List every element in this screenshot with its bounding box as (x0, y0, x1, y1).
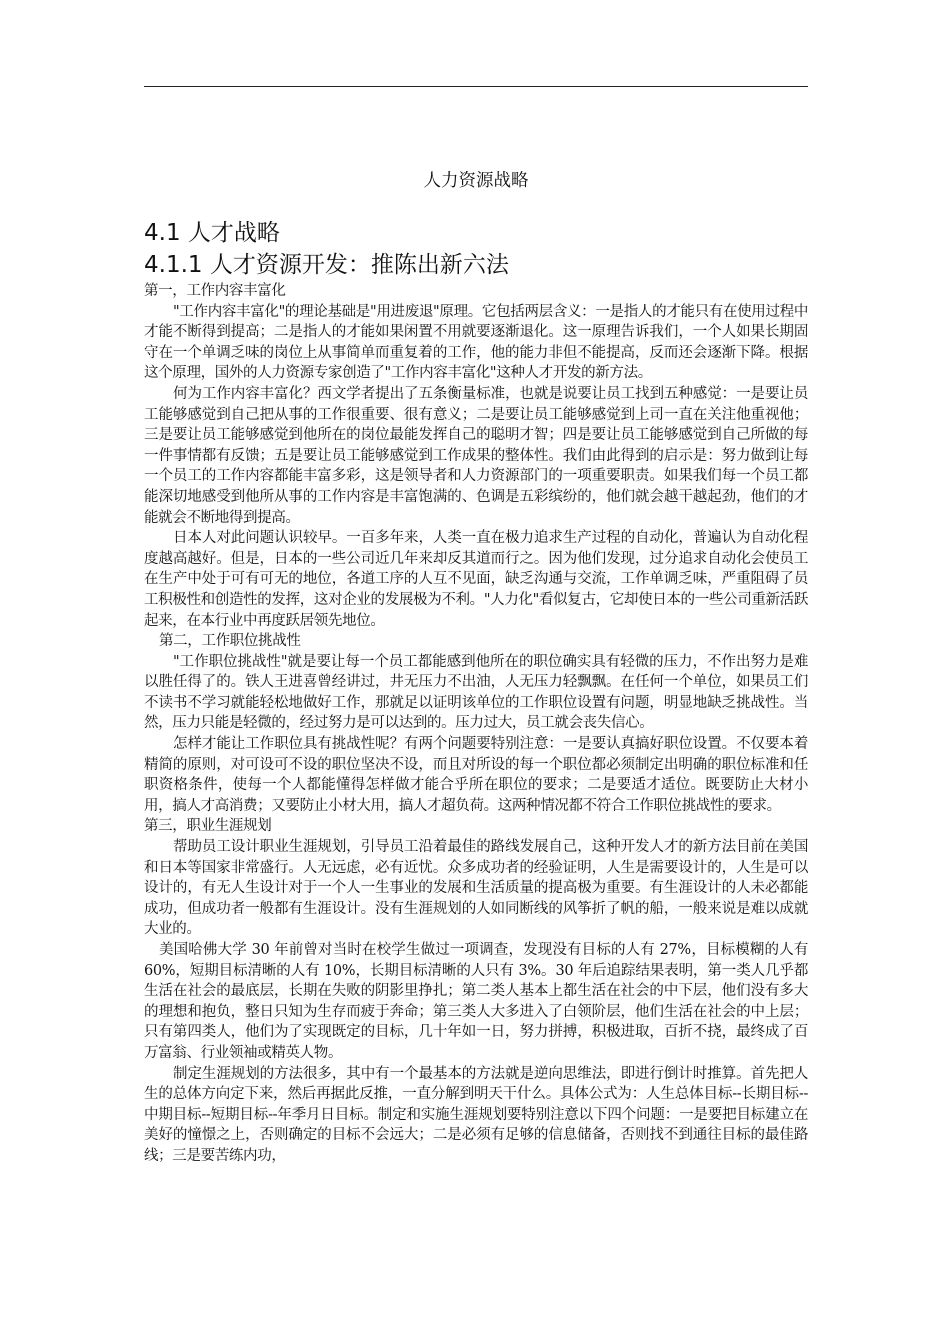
paragraph: 帮助员工设计职业生涯规划，引导员工沿着最佳的路线发展自己，这种开发人才的新方法目前在美国和日本等国家非常盛行。人无远虑，必有近忧。众多成功者的经验证明，人生是需要设计的，人生是可以设计的，有无人生设计对于一个人一生事业的发展和生活质量的提高极为重要。有生涯设计的人未必都能成功，但成功者一般都有生涯设计。没有生涯规划的人如同断线的风筝折了帆的船，一般来说是难以成就大业的。 (144, 839, 808, 938)
point-heading-2: 第二，工作职位挑战性 (159, 633, 301, 650)
document-body (144, 218, 808, 1167)
document-title: 人力资源战略 (423, 171, 529, 191)
point-heading-3: 第三，职业生涯规划 (144, 818, 272, 835)
point-heading-1: 第一，工作内容丰富化 (144, 283, 286, 299)
paragraph: 制定生涯规划的方法很多，其中有一个最基本的方法就是逆向思维法，即进行倒计时推算。首先把人生的总体方向定下来，然后再据此反推，一直分解到明天干什么。具体公式为：人生总体目标--长期目标--中期目标--短期目标--年季月日目标。制定和实施生涯规划要特别注意以下四个问题：一是要把目标建立在美好的憧憬之上，否则确定的目标不会远大；二是必须有足够的信息储备，否则找不到通往目标的最佳路线；三是要苦练内功， (144, 1065, 808, 1164)
paragraph: "工作内容丰富化"的理论基础是"用进废退"原理。它包括两层含义：一是指人的才能只有在使用过程中才能不断得到提高；二是指人的才能如果闲置不用就要逐渐退化。这一原理告诉我们，一个人如果长期固守在一个单调乏味的岗位上从事简单而重复着的工作，他的能力非但不能提高，反而还会逐渐下降。根据这个原理，国外的人力资源专家创造了"工作内容丰富化"这种人才开发的新方法。 (144, 303, 808, 382)
paragraph: 美国哈佛大学 30 年前曾对当时在校学生做过一项调查，发现没有目标的人有 27%，目标模糊的人有 60%，短期目标清晰的人有 10%，长期目标清晰的人只有 3%。30 年后追踪结果表明，第一类人几乎都生活在社会的最底层，长期在失败的阴影里挣扎；第二类人基本上都生活在社会的中下层，他们没有多大的理想和抱负，整日只知为生存而疲于奔命；第三类人大多进入了白领阶层，他们生活在社会的中上层；只有第四类人，他们为了实现既定的目标，几十年如一日，努力拼搏，积极进取，百折不挠，最终成了百万富翁、行业领袖或精英人物。 (144, 942, 808, 1061)
header-rule (144, 86, 808, 87)
paragraph: 怎样才能让工作职位具有挑战性呢？有两个问题要特别注意：一是要认真搞好职位设置。不仅要本着精简的原则，对可设可不设的职位坚决不设，而且对所设的每一个职位都必须制定出明确的职位标准和任职资格条件，使每一个人都能懂得怎样做才能合乎所在职位的要求；二是要适才适位。既要防止大材小用，搞人才高消费；又要防止小材大用，搞人才超负荷。这两种情况都不符合工作职位挑战性的要求。 (144, 736, 808, 814)
paragraph: 日本人对此问题认识较早。一百多年来，人类一直在极力追求生产过程的自动化，普遍认为自动化程度越高越好。但是，日本的一些公司近几年来却反其道而行之。因为他们发现，过分追求自动化会使员工在生产中处于可有可无的地位，各道工序的人互不见面，缺乏沟通与交流，工作单调乏味，严重阻碍了员工积极性和创造性的发挥，这对企业的发展极为不利。"人力化"看似复古，它却使日本的一些公司重新活跃起来，在本行业中再度跃居领先地位。 (144, 530, 808, 629)
paragraph: 何为工作内容丰富化？西文学者提出了五条衡量标准，也就是说要让员工找到五种感觉：一是要让员工能够感觉到自己把从事的工作很重要、很有意义；二是要让员工能够感觉到上司一直在关注他重视他；三是要让员工能够感觉到他所在的岗位最能发挥自己的聪明才智；四是要让员工能够感觉到自己所做的每一件事情都有反馈；五是要让员工能够感觉到工作成果的整体性。我们由此得到的启示是：努力做到让每一个员工的工作内容都能丰富多彩，这是领导者和人力资源部门的一项重要职责。如果我们每一个员工都能深切地感受到他所从事的工作内容是丰富饱满的、色调是五彩缤纷的，他们就会越干越起劲，他们的才能就会不断地得到提高。 (144, 385, 808, 526)
section-heading: 4.1 人才战略 (144, 220, 280, 246)
subsection-heading: 4.1.1 人才资源开发：推陈出新六法 (144, 252, 509, 278)
paragraph: "工作职位挑战性"就是要让每一个员工都能感到他所在的职位确实具有轻微的压力，不作出努力是难以胜任得了的。铁人王进喜曾经讲过，井无压力不出油，人无压力轻飘飘。在任何一个单位，如果员工们不读书不学习就能轻松地做好工作，那就足以证明该单位的工作职位设置有问题，明显地缺乏挑战性。当然，压力只能是轻微的，经过努力是可以达到的。压力过大，员工就会丧失信心。 (144, 653, 808, 732)
